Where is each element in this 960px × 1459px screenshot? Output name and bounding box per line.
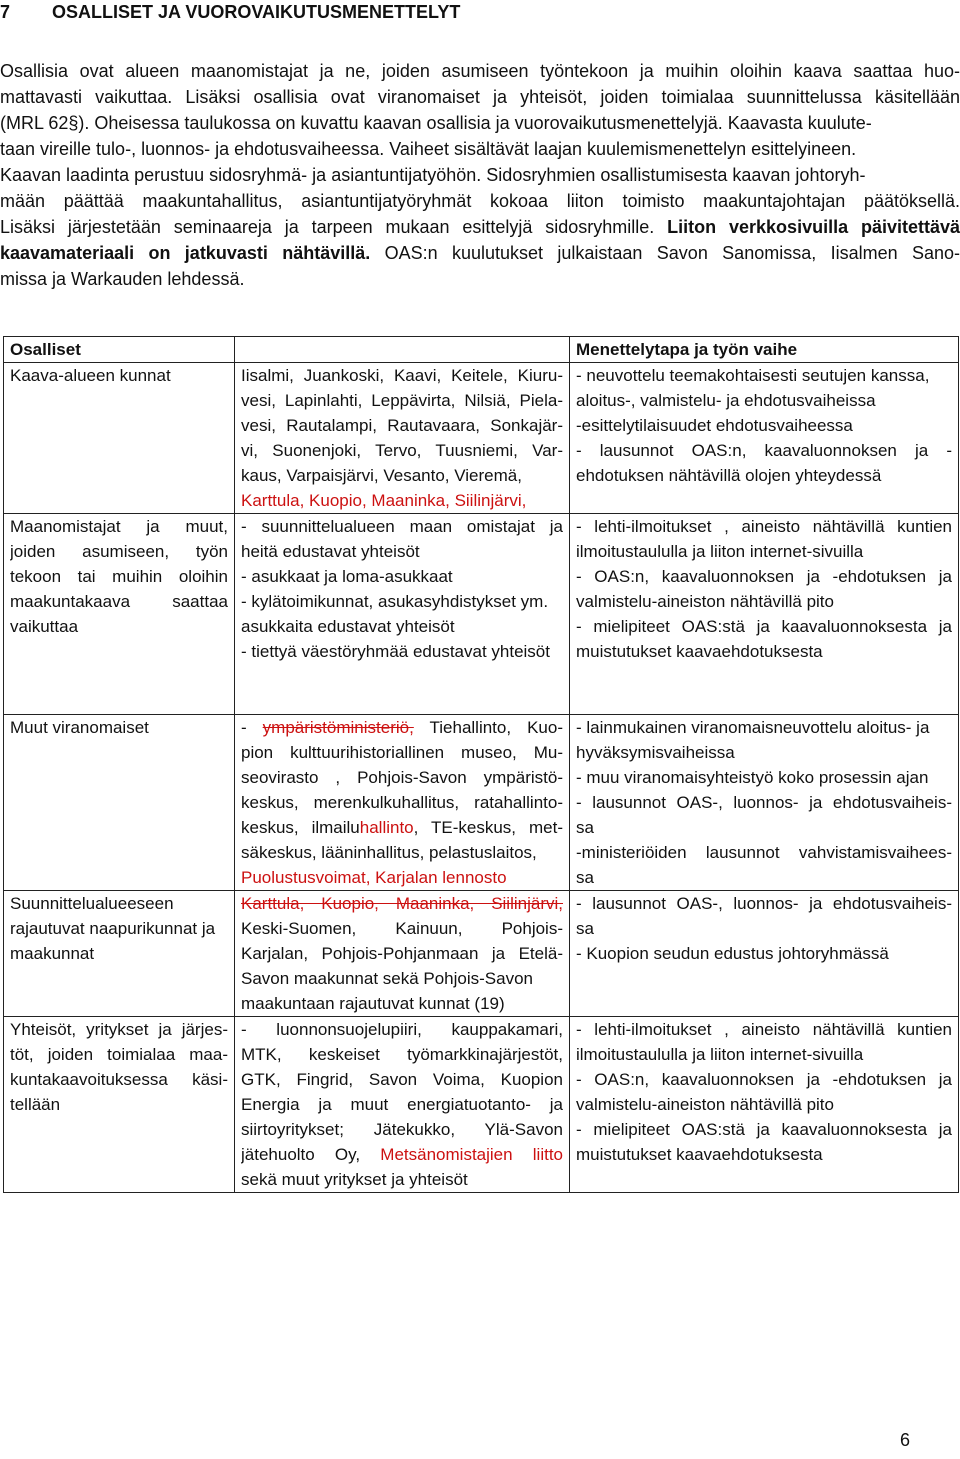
cell-line [10, 614, 228, 639]
text-segment: Karttula, Kuopio, Maaninka, Siilinjärvi, [241, 894, 563, 913]
cell-line [576, 438, 952, 463]
text-segment: Suunnittelualueeseen [10, 894, 174, 913]
text-segment: Liiton verkkosivuilla päivitettävä [667, 217, 960, 237]
text-segment: taan vireille tulo-, luonnos- ja ehdotusvaiheessa. Vaiheet sisältävät laajan kuulemismenettelyn esittelyineen. [0, 139, 857, 159]
cell-line [10, 891, 228, 916]
text-segment: ympäristöministeriö, [262, 718, 414, 737]
text-segment: Maanomistajat ja muut, [10, 517, 228, 536]
cell-line [241, 941, 563, 966]
text-segment: keskus, ilmailu [241, 818, 360, 837]
text-segment: - lausunnot OAS-, luonnos- ja ehdotusvaiheis- [576, 894, 952, 913]
text-segment: muistutukset kaavaehdotuksesta [576, 642, 823, 661]
cell-line [241, 765, 563, 790]
cell-line [10, 539, 228, 564]
text-segment: Metsänomistajien liitto [380, 1145, 563, 1164]
text-segment: - lehti-ilmoitukset , aineisto nähtävillä kuntien [576, 1020, 952, 1039]
text-segment: - mielipiteet OAS:stä ja kaavaluonnoksesta ja [576, 617, 952, 636]
text-segment: muistutukset kaavaehdotuksesta [576, 1145, 823, 1164]
cell-line [241, 463, 563, 488]
text-segment: rajautuvat naapurikunnat ja [10, 919, 216, 938]
cell-line [241, 815, 563, 840]
cell-line [241, 639, 563, 664]
cell-line [10, 1042, 228, 1067]
cell-line [576, 639, 952, 664]
table-cell-c2 [235, 1017, 570, 1193]
header-osalliset: Osalliset [4, 337, 235, 363]
text-segment: Kaavan laadinta perustuu sidosryhmä- ja asiantuntijatyöhön. Sidosryhmien osallistumisesta kaavan johtoryh- [0, 165, 866, 185]
cell-line [10, 589, 228, 614]
cell-line [576, 941, 952, 966]
cell-line [576, 865, 952, 890]
cell-line [576, 589, 952, 614]
cell-line [10, 363, 228, 388]
cell-line [576, 715, 952, 740]
cell-line [241, 1042, 563, 1067]
text-segment: - mielipiteet OAS:stä ja kaavaluonnoksesta ja [576, 1120, 952, 1139]
cell-line [10, 1067, 228, 1092]
intro-line [0, 240, 960, 266]
text-segment: mattavasti vaikuttaa. Lisäksi osallisia ovat viranomaiset ja yhteisöt, joiden toimialaa suunnittelussa käsitellään [0, 87, 960, 107]
cell-line [576, 765, 952, 790]
parties-table [3, 336, 959, 1193]
text-segment: - OAS:n, kaavaluonnoksen ja -ehdotuksen ja [576, 1070, 952, 1089]
cell-line [576, 1017, 952, 1042]
cell-line [10, 514, 228, 539]
intro-line [0, 110, 960, 136]
cell-line [241, 1167, 563, 1192]
text-segment: mään päättää maakuntahallitus, asiantuntijatyöryhmät kokoaa liiton toimisto maakuntajohtajan päätöksellä. [0, 191, 960, 211]
cell-line [10, 941, 228, 966]
cell-line [241, 1017, 563, 1042]
cell-line [241, 1117, 563, 1142]
text-segment: seovirasto , Pohjois-Savon ympäristö- [241, 768, 563, 787]
cell-line [576, 463, 952, 488]
cell-line [576, 740, 952, 765]
text-segment: hyväksymisvaiheissa [576, 743, 735, 762]
text-segment: ilmoitustaululla ja liiton internet-sivuilla [576, 1045, 864, 1064]
intro-line [0, 84, 960, 110]
text-segment: vesi, Rautalampi, Rautavaara, Sonkajär- [241, 416, 563, 435]
text-segment: Karttula, Kuopio, Maaninka, Siilinjärvi, [241, 491, 527, 510]
table-cell-c3 [570, 1017, 959, 1193]
table-header-row [4, 337, 959, 363]
text-segment: - asukkaat ja loma-asukkaat [241, 567, 453, 586]
table-cell-c3 [570, 715, 959, 891]
cell-line [241, 740, 563, 765]
text-segment: joiden asumiseen, työn [10, 542, 228, 561]
text-segment: Yhteisöt, yritykset ja järjes- [10, 1020, 228, 1039]
text-segment: heitä edustavat yhteisöt [241, 542, 420, 561]
table-row [4, 891, 959, 1017]
cell-line [576, 1142, 952, 1167]
cell-line [10, 916, 228, 941]
text-segment: -ministeriöiden lausunnot vahvistamisvaihees- [576, 843, 952, 862]
text-segment: - lehti-ilmoitukset , aineisto nähtävillä kuntien [576, 517, 952, 536]
table-cell-c3 [570, 363, 959, 514]
text-segment: Iisalmi, Juankoski, Kaavi, Keitele, Kiuru- [241, 366, 563, 385]
cell-line [241, 488, 563, 513]
cell-line [241, 388, 563, 413]
text-segment: sekä muut yritykset ja yhteisöt [241, 1170, 468, 1189]
text-segment: vesi, Lapinlahti, Leppävirta, Nilsiä, Piela- [241, 391, 563, 410]
cell-line [576, 790, 952, 815]
cell-line [241, 363, 563, 388]
text-segment: aloitus-, valmistelu- ja ehdotusvaiheissa [576, 391, 876, 410]
header-empty-cell [235, 337, 570, 363]
cell-line [576, 840, 952, 865]
table-cell-c2 [235, 363, 570, 514]
text-segment: Kaava-alueen kunnat [10, 366, 171, 385]
text-segment: - kylätoimikunnat, asukasyhdistykset ym. [241, 592, 549, 611]
cell-line [10, 715, 228, 740]
text-segment: vaikuttaa [10, 617, 79, 636]
text-segment: ehdotuksen nähtävillä olojen yhteydessä [576, 466, 882, 485]
intro-line [0, 214, 960, 240]
text-segment: keskus, merenkulkuhallitus, ratahallinto- [241, 793, 563, 812]
text-segment: asukkaita edustavat yhteisöt [241, 617, 455, 636]
text-segment: Puolustusvoimat, Karjalan lennosto [241, 868, 507, 887]
text-segment: , TE-keskus, met- [413, 818, 563, 837]
text-segment: tellään [10, 1095, 61, 1114]
text-segment: siirtoyritykset; Jätekukko, Ylä-Savon [241, 1120, 563, 1139]
table-cell-c3 [570, 514, 959, 715]
cell-line [576, 1067, 952, 1092]
cell-line [241, 916, 563, 941]
table-cell-c2 [235, 891, 570, 1017]
table-row [4, 363, 959, 514]
cell-line [241, 966, 563, 991]
intro-line [0, 58, 960, 84]
table-row [4, 514, 959, 715]
table-cell-c1 [4, 514, 235, 715]
cell-line [241, 539, 563, 564]
cell-line [576, 363, 952, 388]
cell-line [241, 865, 563, 890]
text-segment: kaavamateriaali on jatkuvasti nähtävillä. [0, 243, 371, 263]
cell-line [10, 1017, 228, 1042]
cell-line [241, 664, 563, 689]
text-segment: pion kulttuurihistoriallinen museo, Mu- [241, 743, 563, 762]
text-segment: (MRL 62§). Oheisessa taulukossa on kuvattu kaavan osallisia ja vuorovaikutusmenettelyjä. Kaavasta kuulute- [0, 113, 872, 133]
text-segment: - muu viranomaisyhteistyö koko prosessin ajan [576, 768, 929, 787]
text-segment: - luonnonsuojelupiiri, kauppakamari, [241, 1020, 563, 1039]
text-segment: - lausunnot OAS:n, kaavaluonnoksen ja - [576, 441, 952, 460]
text-segment: sa [576, 818, 594, 837]
text-segment: sa [576, 868, 594, 887]
text-segment: - neuvottelu teemakohtaisesti seutujen kanssa, [576, 366, 930, 385]
cell-line [576, 1092, 952, 1117]
text-segment: - suunnittelualueen maan omistajat ja [241, 517, 563, 536]
text-segment: valmistelu-aineiston nähtävillä pito [576, 1095, 834, 1114]
text-segment: Osallisia ovat alueen maanomistajat ja ne, joiden asumiseen työntekoon ja muihin oloihin kaava saattaa huo- [0, 61, 960, 81]
table-cell-c1 [4, 715, 235, 891]
table-cell-c2 [235, 715, 570, 891]
page-number: 6 [900, 1430, 911, 1450]
section-title: OSALLISET JA VUOROVAIKUTUSMENETTELYT [52, 2, 461, 22]
text-segment: kaus, Varpaisjärvi, Vesanto, Vieremä, [241, 466, 522, 485]
cell-line [576, 539, 952, 564]
text-segment: OAS:n kuulutukset julkaistaan Savon Sanomissa, Iisalmen Sano- [370, 243, 960, 263]
section-number: 7 [0, 2, 11, 22]
text-segment: maakuntaan rajautuvat kunnat (19) [241, 994, 505, 1013]
cell-line [241, 564, 563, 589]
cell-line [576, 1042, 952, 1067]
text-segment: - tiettyä väestöryhmää edustavat yhteisöt [241, 642, 550, 661]
cell-line [241, 715, 563, 740]
cell-line [10, 1092, 228, 1117]
text-segment: Savon maakunnat sekä Pohjois-Savon [241, 969, 534, 988]
cell-line [241, 1092, 563, 1117]
text-segment: töt, joiden toimialaa maa- [10, 1045, 228, 1064]
text-segment: - lainmukainen viranomaisneuvottelu aloitus- ja [576, 718, 930, 737]
text-segment: Keski-Suomen, Kainuun, Pohjois- [241, 919, 563, 938]
table-cell-c3 [570, 891, 959, 1017]
text-segment: Lisäksi järjestetään seminaareja ja tarpeen mukaan esittelyjä sidosryhmille. [0, 217, 668, 237]
cell-line [576, 1117, 952, 1142]
text-segment: - Kuopion seudun edustus johtoryhmässä [576, 944, 889, 963]
intro-line [0, 188, 960, 214]
cell-line [241, 689, 563, 714]
cell-line [576, 614, 952, 639]
table-cell-c2 [235, 514, 570, 715]
text-segment: Energia ja muut energiatuotanto- ja [241, 1095, 563, 1114]
cell-line [241, 891, 563, 916]
header-menettelytapa: Menettelytapa ja työn vaihe [570, 337, 959, 363]
cell-line [576, 564, 952, 589]
cell-line [241, 514, 563, 539]
intro-paragraph [0, 58, 960, 292]
text-segment: ilmoitustaululla ja liiton internet-sivuilla [576, 542, 864, 561]
cell-line [576, 891, 952, 916]
text-segment: Muut viranomaiset [10, 718, 149, 737]
cell-line [241, 1142, 563, 1167]
table-cell-c1 [4, 1017, 235, 1193]
table-row [4, 715, 959, 891]
cell-line [241, 413, 563, 438]
table-cell-c1 [4, 891, 235, 1017]
text-segment: Tiehallinto, Kuo- [413, 718, 563, 737]
intro-line [0, 136, 960, 162]
cell-line [241, 991, 563, 1016]
text-segment: maakuntakaava saattaa [10, 592, 228, 611]
text-segment: vi, Suonenjoki, Tervo, Tuusniemi, Var- [241, 441, 563, 460]
section-heading [0, 2, 460, 23]
cell-line [241, 614, 563, 639]
cell-line [576, 916, 952, 941]
cell-line [10, 564, 228, 589]
text-segment: hallinto [359, 818, 414, 837]
cell-line [576, 514, 952, 539]
text-segment: GTK, Fingrid, Savon Voima, Kuopion [241, 1070, 563, 1089]
cell-line [241, 589, 563, 614]
text-segment: - OAS:n, kaavaluonnoksen ja -ehdotuksen ja [576, 567, 952, 586]
table-cell-c1 [4, 363, 235, 514]
text-segment: jätehuolto Oy, [241, 1145, 381, 1164]
cell-line [576, 413, 952, 438]
text-segment: - lausunnot OAS-, luonnos- ja ehdotusvaiheis- [576, 793, 952, 812]
cell-line [241, 438, 563, 463]
text-segment: MTK, keskeiset työmarkkinajärjestöt, [241, 1045, 563, 1064]
cell-line [241, 840, 563, 865]
text-segment: Karjalan, Pohjois-Pohjanmaan ja Etelä- [241, 944, 563, 963]
text-segment: säkeskus, lääninhallitus, pelastuslaitos, [241, 843, 537, 862]
text-segment: - [241, 718, 263, 737]
cell-line [576, 815, 952, 840]
text-segment: -esittelytilaisuudet ehdotusvaiheessa [576, 416, 853, 435]
intro-line [0, 266, 960, 292]
text-segment: maakunnat [10, 944, 95, 963]
cell-line [241, 1067, 563, 1092]
text-segment: tekoon tai muihin oloihin [10, 567, 228, 586]
text-segment: sa [576, 919, 594, 938]
text-segment: kuntakaavoituksessa käsi- [10, 1070, 228, 1089]
text-segment: missa ja Warkauden lehdessä. [0, 269, 245, 289]
intro-line [0, 162, 960, 188]
cell-line [576, 388, 952, 413]
cell-line [241, 790, 563, 815]
table-row [4, 1017, 959, 1193]
text-segment: valmistelu-aineiston nähtävillä pito [576, 592, 834, 611]
